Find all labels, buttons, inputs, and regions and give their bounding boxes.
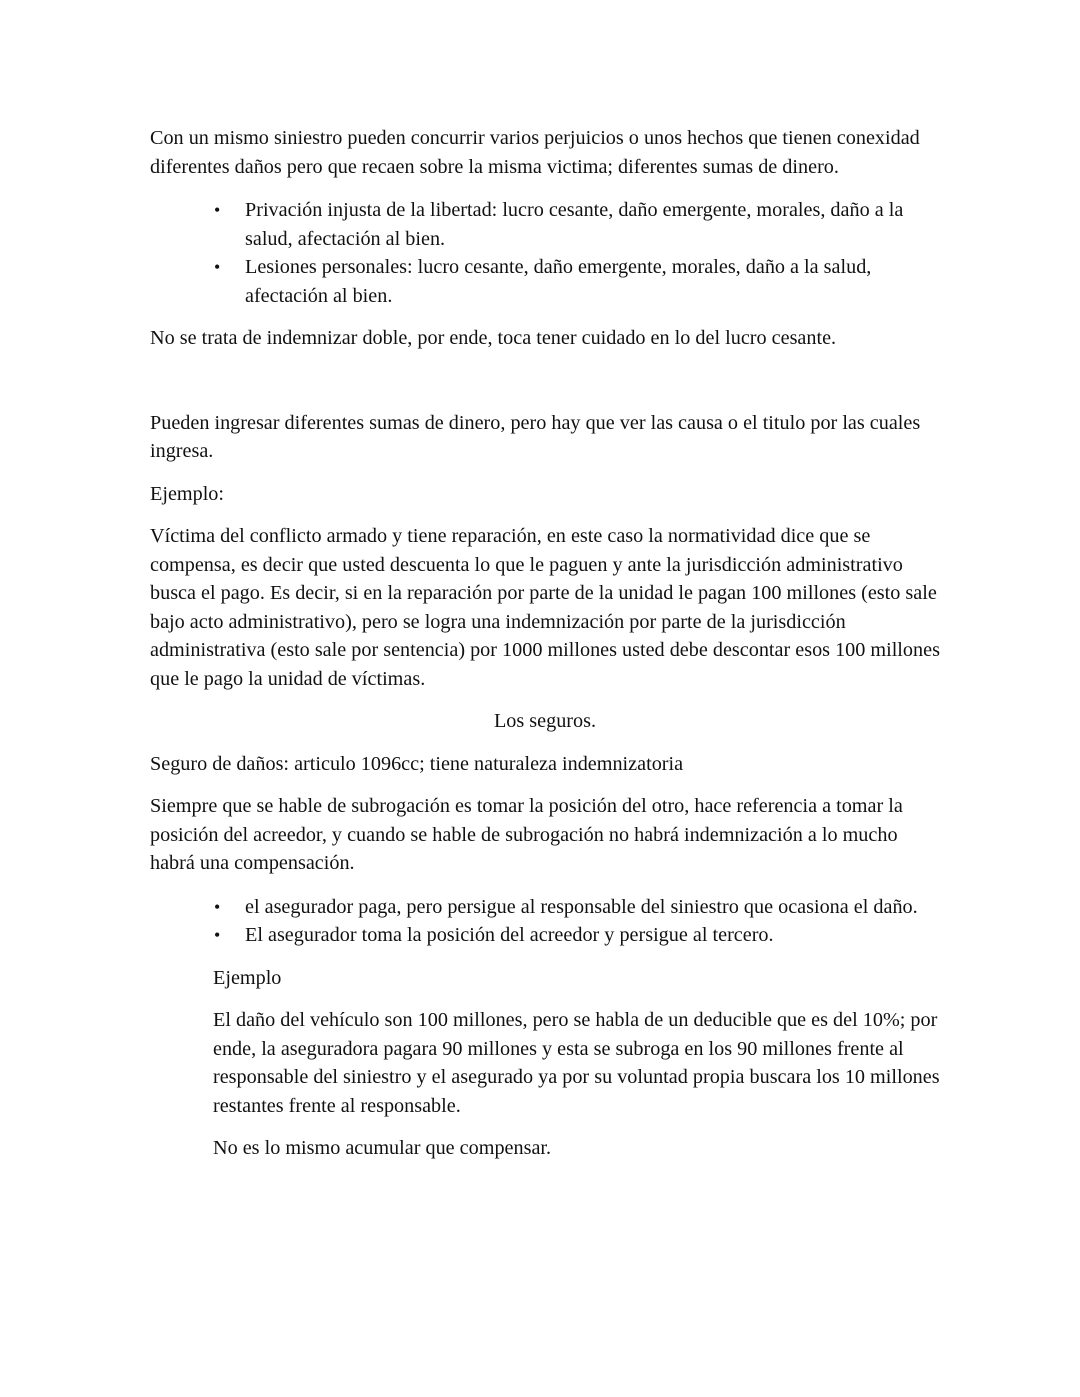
paragraph-vehiculo: El daño del vehículo son 100 millones, pero se habla de un deducible que es del 10%; por ende, la aseguradora pagara 90 millones y esta se subroga en los 90 millones frente al responsable del siniestro y el asegurado ya por su voluntad propia buscara los 10 millones restantes frente al responsable.: [213, 1009, 940, 1117]
list-item: [214, 253, 940, 310]
subrogation-list: [214, 893, 940, 950]
paragraph-final: No es lo mismo acumular que compensar.: [213, 1137, 552, 1159]
bullet-icon: •: [214, 925, 221, 945]
bullet-icon: •: [214, 257, 221, 277]
list-item-text: El asegurador toma la posición del acreedor y persigue al tercero.: [245, 924, 774, 946]
bullet-icon: •: [214, 200, 221, 220]
list-item: [214, 196, 940, 253]
list-item-text: el asegurador paga, pero persigue al responsable del siniestro que ocasiona el daño.: [245, 895, 918, 918]
paragraph-no-doble: No se trata de indemnizar doble, por ende, toca tener cuidado en lo del lucro cesante.: [150, 327, 837, 349]
list-item: [214, 921, 940, 950]
example-label: Ejemplo:: [150, 482, 225, 505]
list-item-text: Lesiones personales: lucro cesante, daño emergente, morales, daño a la salud, afectación al bien.: [245, 256, 872, 307]
paragraph-victima: Víctima del conflicto armado y tiene reparación, en este caso la normatividad dice que se compensa, es decir que usted descuenta lo que le paguen y ante la jurisdicción administrativo busca el pago. Es decir, si en la reparación por parte de la unidad le pagan 100 millones (esto sale bajo acto administrativo), pero se logra una indemnización por parte de la jurisdicción administrativa (esto sale por sentencia) por 1000 millones usted debe descontar esos 100 millones que le pago la unidad de víctimas.: [150, 525, 940, 690]
paragraph-subrogacion: Siempre que se hable de subrogación es tomar la posición del otro, hace referencia a tomar la posición del acreedor, y cuando se hable de subrogación no habrá indemnización a lo mucho habrá una compensación.: [150, 795, 903, 874]
paragraph-intro: Con un mismo siniestro pueden concurrir varios perjuicios o unos hechos que tienen conexidad diferentes daños pero que recaen sobre la misma victima; diferentes sumas de dinero.: [150, 127, 920, 178]
paragraph-ingresar: Pueden ingresar diferentes sumas de dinero, pero hay que ver las causa o el titulo por las cuales ingresa.: [150, 411, 921, 462]
paragraph-seguro-danos: Seguro de daños: articulo 1096cc; tiene naturaleza indemnizatoria: [150, 752, 684, 775]
damages-list: [214, 196, 940, 310]
example-label-2: Ejemplo: [213, 966, 282, 989]
section-heading-seguros: Los seguros.: [493, 710, 597, 732]
document-page: [150, 124, 940, 1163]
bullet-icon: •: [214, 896, 221, 917]
list-item-text: Privación injusta de la libertad: lucro cesante, daño emergente, morales, daño a la salud, afectación al bien.: [245, 199, 904, 250]
list-item: [214, 893, 940, 922]
